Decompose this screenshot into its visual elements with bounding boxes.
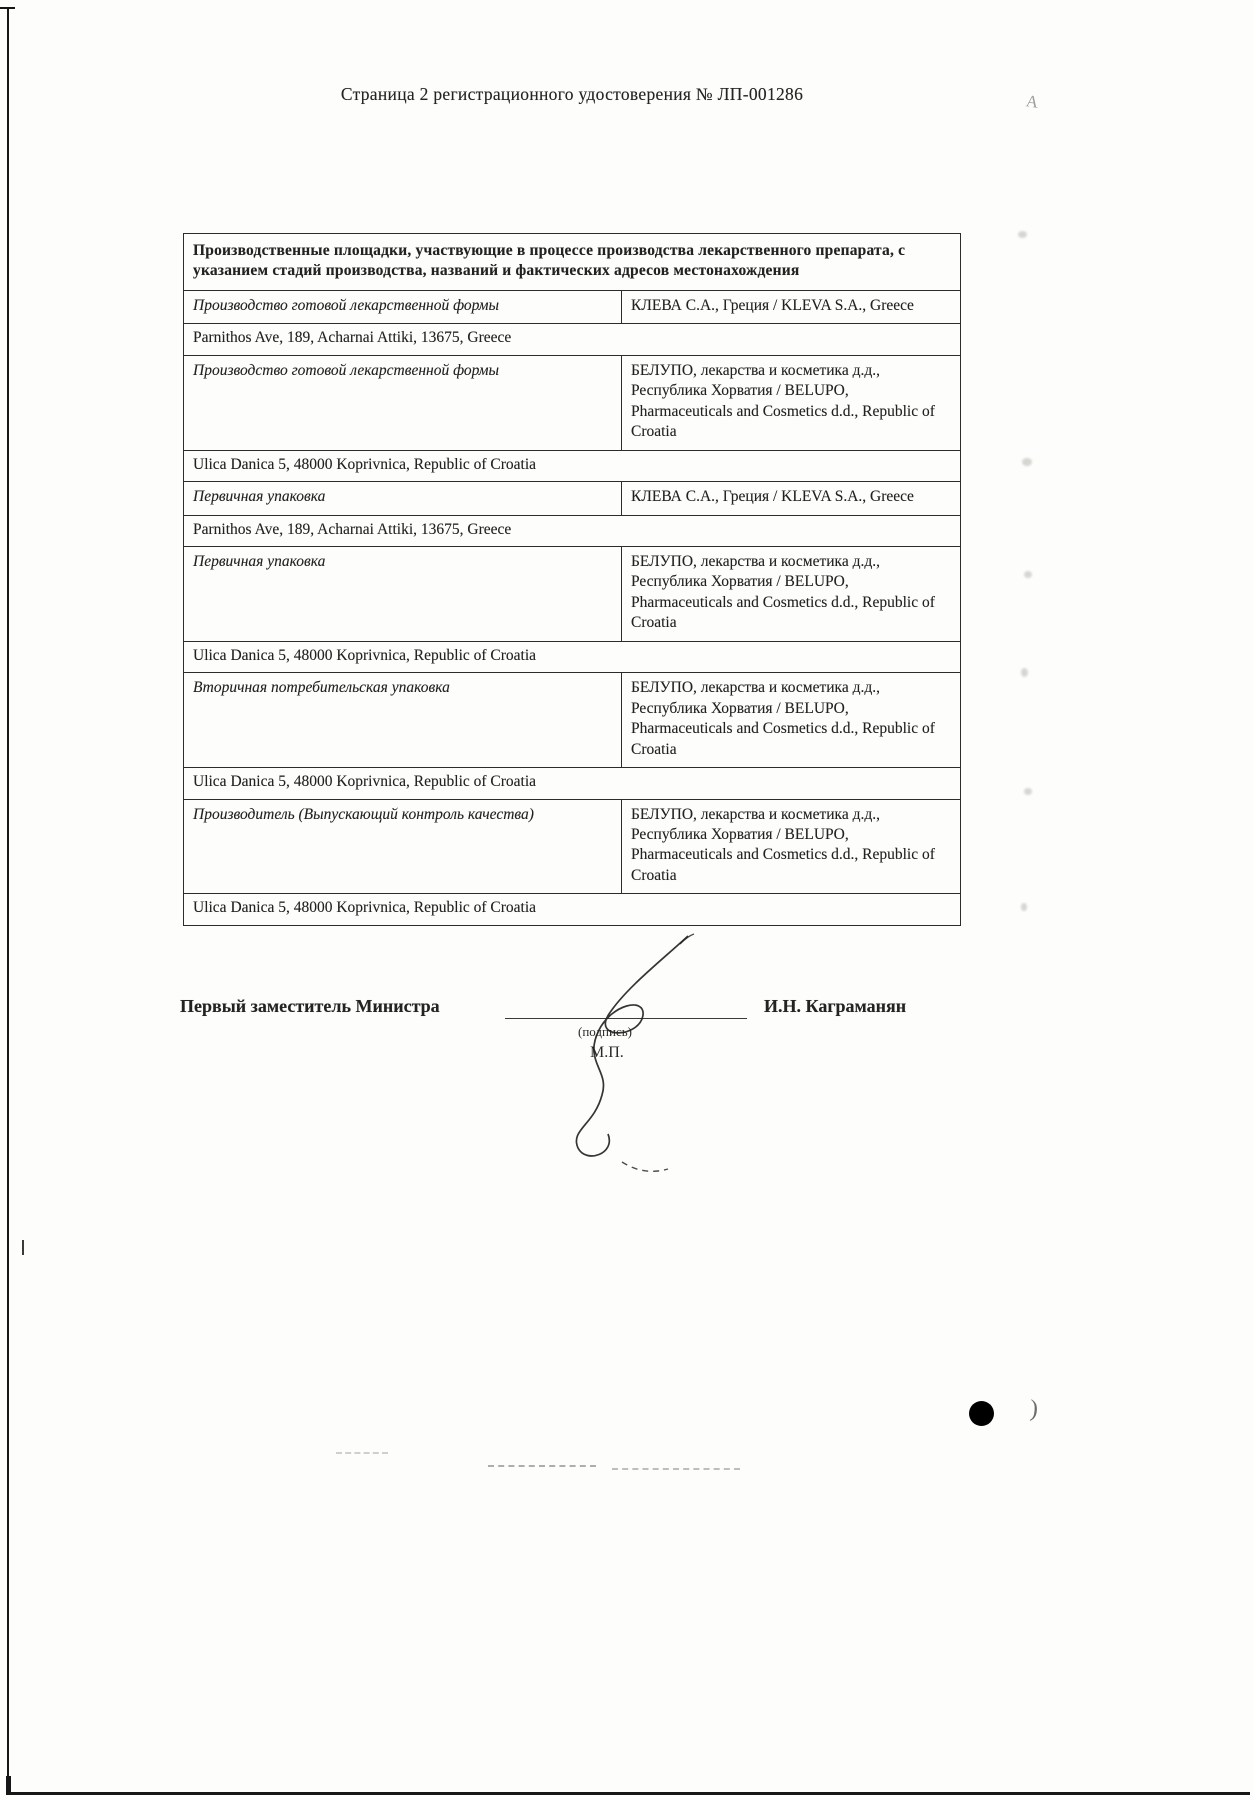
scan-bottom-border-line [7, 1792, 1250, 1795]
table-row [184, 324, 961, 355]
signature-caption: (подпись) [578, 1024, 632, 1039]
scan-speck [1021, 903, 1027, 911]
production-stage-cell: Производитель (Выпускающий контроль качества) [184, 799, 622, 894]
manufacturer-cell: БЕЛУПО, лекарства и косметика д.д., Республика Хорватия / BELUPO, Pharmaceuticals and Cosmetics d.d., Republic of Croatia [622, 546, 961, 641]
signatory-title: Первый заместитель Министра [180, 996, 440, 1016]
ink-dot-mark [969, 1401, 994, 1426]
production-stage-cell: Первичная упаковка [184, 546, 622, 641]
address-cell: Ulica Danica 5, 48000 Koprivnica, Republic of Croatia [184, 450, 961, 481]
address-cell: Ulica Danica 5, 48000 Koprivnica, Republic of Croatia [184, 894, 961, 925]
table-row [184, 768, 961, 799]
scan-dash-mark [612, 1468, 740, 1470]
scan-left-margin-tick [22, 1240, 24, 1255]
table-row [184, 673, 961, 768]
table-title: Производственные площадки, участвующие в процессе производства лекарственного препарата, с указанием стадий производства, названий и фактических адресов местонахождения [184, 234, 961, 291]
scan-corner-mark [6, 1776, 11, 1795]
table-row [184, 515, 961, 546]
scan-speck [1022, 458, 1032, 466]
table-row [184, 450, 961, 481]
scan-speck [1024, 788, 1032, 795]
manufacturer-cell: БЕЛУПО, лекарства и косметика д.д., Республика Хорватия / BELUPO, Pharmaceuticals and Cosmetics d.d., Republic of Croatia [622, 799, 961, 894]
manufacturer-cell: БЕЛУПО, лекарства и косметика д.д., Республика Хорватия / BELUPO, Pharmaceuticals and Cosmetics d.d., Republic of Croatia [622, 673, 961, 768]
manufacturer-cell: БЕЛУПО, лекарства и косметика д.д., Республика Хорватия / BELUPO, Pharmaceuticals and Cosmetics d.d., Republic of Croatia [622, 355, 961, 450]
scan-speck [1024, 571, 1032, 578]
table-row [184, 482, 961, 515]
table-row [184, 355, 961, 450]
scan-top-corner-mark [0, 7, 15, 9]
production-stage-cell: Производство готовой лекарственной формы [184, 290, 622, 323]
seal-place-mark: М.П. [590, 1044, 624, 1061]
address-cell: Parnithos Ave, 189, Acharnai Attiki, 13675, Greece [184, 324, 961, 355]
address-cell: Ulica Danica 5, 48000 Koprivnica, Republic of Croatia [184, 641, 961, 672]
scan-dash-mark [336, 1452, 388, 1454]
address-cell: Parnithos Ave, 189, Acharnai Attiki, 13675, Greece [184, 515, 961, 546]
table-title-row [184, 234, 961, 291]
table-row [184, 290, 961, 323]
scan-dash-mark [488, 1465, 596, 1467]
address-cell: Ulica Danica 5, 48000 Koprivnica, Republic of Croatia [184, 768, 961, 799]
handwritten-signature [530, 918, 790, 1188]
scan-margin-mark: А [1024, 91, 1040, 112]
table-row [184, 641, 961, 672]
signatory-name: И.Н. Каграманян [764, 996, 907, 1016]
scan-left-border-line [7, 8, 9, 1794]
production-stage-cell: Производство готовой лекарственной формы [184, 355, 622, 450]
production-stage-cell: Первичная упаковка [184, 482, 622, 515]
page-title: Страница 2 регистрационного удостоверения № ЛП-001286 [340, 84, 804, 104]
production-sites-table [183, 233, 961, 926]
table-row [184, 546, 961, 641]
table-row [184, 799, 961, 894]
production-stage-cell: Вторичная потребительская упаковка [184, 673, 622, 768]
manufacturer-cell: КЛЕВА С.А., Греция / KLEVA S.A., Greece [622, 290, 961, 323]
manufacturer-cell: КЛЕВА С.А., Греция / KLEVA S.A., Greece [622, 482, 961, 515]
scan-margin-mark: ) [1029, 1395, 1039, 1423]
scan-speck [1021, 668, 1028, 677]
scan-speck [1018, 231, 1027, 238]
